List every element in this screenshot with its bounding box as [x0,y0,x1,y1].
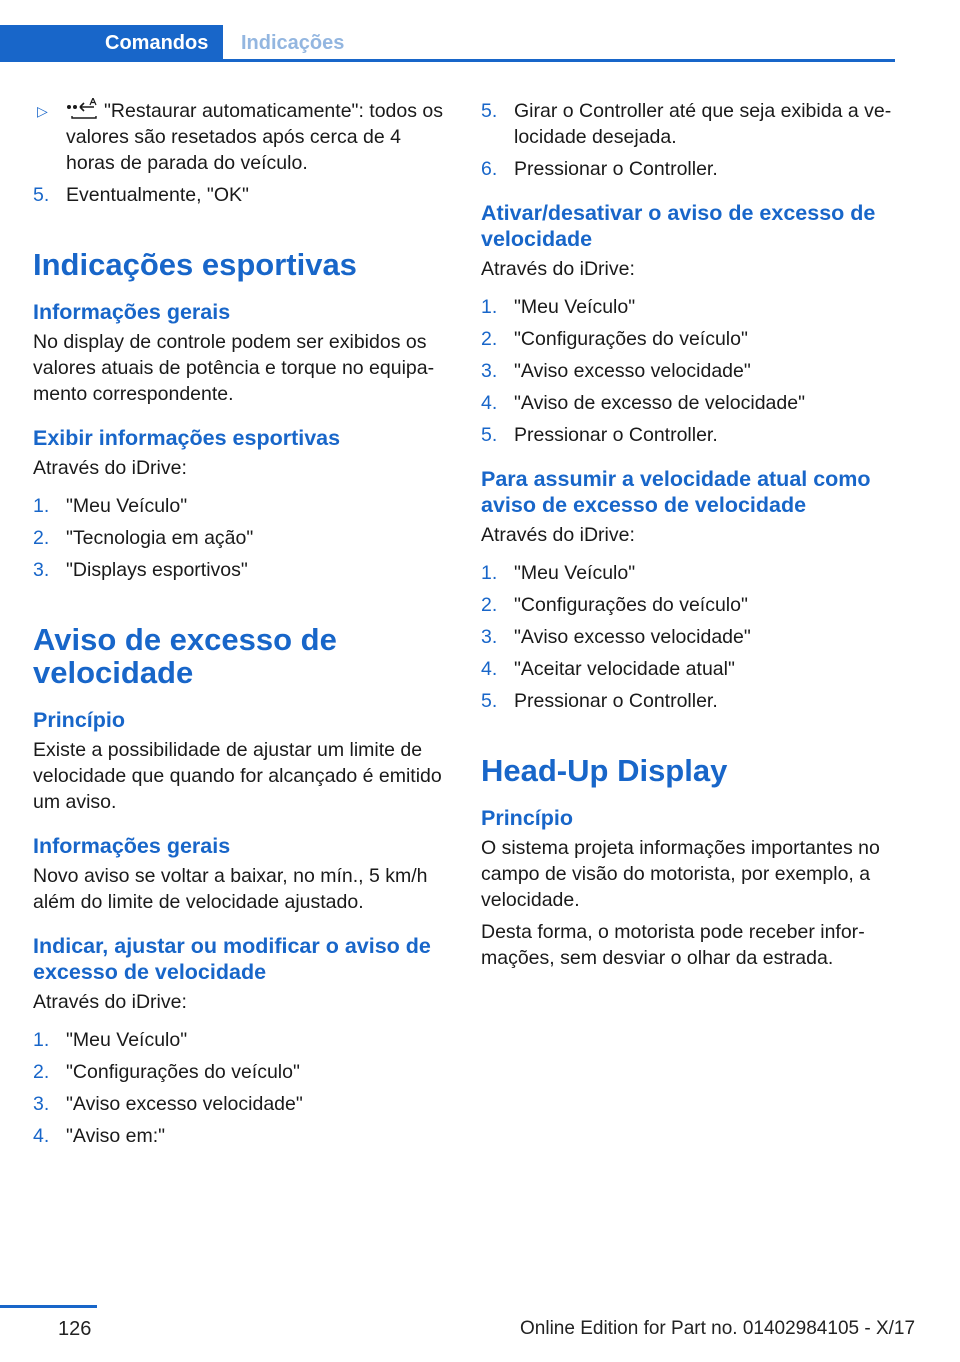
list-text: "Configurações do veículo" [514,594,748,616]
bullet-text: "Restaurar automaticamente": todos os valores são resetados após cerca de 4 horas de parada do veículo. [66,100,444,174]
subheading-show-sport-info: Exibir informações esportivas [33,426,341,450]
list-number: 2. [33,527,50,549]
list-item [33,525,453,551]
list-item [481,560,901,586]
list-text: "Displays esportivos" [66,559,248,581]
list-number: 3. [481,360,498,382]
list-number: 1. [33,495,50,517]
list-text: "Meu Veículo" [66,1029,188,1051]
list-number: 1. [33,1029,50,1051]
list-text: Pressionar o Controller. [514,424,718,446]
list-text: Pressionar o Controller. [514,158,718,180]
paragraph: No display de controle podem ser exibidos os valores atuais de potência e torque no equipamento correspondente. [33,331,435,405]
triangle-bullet-icon: ▷ [37,103,48,119]
list-number: 3. [33,559,50,581]
list-item [481,624,901,650]
list-text: "Aviso de excesso de velocidade" [514,392,805,414]
paragraph: Novo aviso se voltar a baixar, no mín., 5 km/h além do limite de velocidade ajustado. [33,865,428,913]
list-number: 2. [481,328,498,350]
list-text: "Meu Veículo" [514,296,636,318]
paragraph: Através do iDrive: [481,524,635,546]
subheading-toggle-warning: Ativar/desativar o aviso de excesso de velocidade [481,201,876,251]
list-number: 4. [481,392,498,414]
paragraph: O sistema projeta informações importantes no campo de visão do motorista, por exemplo, a velocidade. [481,837,880,911]
paragraph: Através do iDrive: [33,457,187,479]
tab-comandos[interactable]: Comandos [0,25,223,61]
steps-list-toggle [481,294,901,448]
page-number: 126 [58,1318,92,1340]
right-column [481,98,901,977]
header-rule [0,59,895,62]
left-column [33,98,453,1155]
heading-head-up-display: Head-Up Display [481,753,728,788]
list-item [33,493,453,519]
list-item [481,422,901,448]
list-item [33,1027,453,1053]
paragraph: Existe a possibilidade de ajustar um limite de velocidade que quando for alcançado é emitido um aviso. [33,739,442,813]
list-item [481,98,901,150]
list-number: 2. [33,1061,50,1083]
list-text: "Aviso em:" [66,1125,166,1147]
edition-text: Online Edition for Part no. 01402984105 - X/17 [520,1318,916,1339]
list-text: "Meu Veículo" [514,562,636,584]
footer-rule [0,1305,97,1308]
list-number: 3. [33,1093,50,1115]
list-number: 5. [481,100,498,122]
list-text: "Aviso excesso velocidade" [514,626,751,648]
list-item [33,1059,453,1085]
list-text: "Aviso excesso velocidade" [66,1093,303,1115]
subheading-general-info: Informações gerais [33,300,231,324]
list-number: 4. [481,658,498,680]
steps-list-adjust [33,1027,453,1149]
tab-indicacoes[interactable]: Indicações [241,32,345,54]
header-bar [0,0,960,62]
list-number: 1. [481,562,498,584]
list-text: "Tecnologia em ação" [66,527,254,549]
list-item [481,592,901,618]
subheading-principle: Princípio [33,708,125,732]
steps-list-assume [481,560,901,714]
list-item [481,156,901,182]
list-number: 1. [481,296,498,318]
list-item [481,294,901,320]
list-number: 5. [481,690,498,712]
list-number: 2. [481,594,498,616]
subheading-adjust-warning: Indicar, ajustar ou modificar o aviso de excesso de velocidade [33,934,431,984]
list-text: "Aviso excesso velocidade" [514,360,751,382]
heading-sport-indications: Indicações esportivas [33,247,357,282]
heading-speed-warning: Aviso de excesso de velocidade [33,622,337,690]
list-text: "Configurações do veículo" [514,328,748,350]
list-item [33,182,453,208]
list-text: Eventualmente, "OK" [66,184,249,206]
list-item [33,557,453,583]
bullet-item [33,98,453,176]
list-item [33,1123,453,1149]
list-text: "Aceitar velocidade atual" [514,658,735,680]
list-item [481,326,901,352]
list-item [481,390,901,416]
auto-reset-icon [66,98,98,118]
paragraph: Através do iDrive: [33,991,187,1013]
paragraph: Desta forma, o motorista pode receber informações, sem desviar o olhar da estrada. [481,921,865,969]
list-item [481,656,901,682]
subheading-general-info: Informações gerais [33,834,231,858]
steps-list-continued [481,98,901,182]
list-text: Girar o Controller até que seja exibida a velocidade desejada. [514,100,892,148]
list-text: "Configurações do veículo" [66,1061,300,1083]
list-item [481,688,901,714]
list-item [481,358,901,384]
paragraph: Através do iDrive: [481,258,635,280]
list-number: 3. [481,626,498,648]
subheading-principle: Princípio [481,806,573,830]
list-number: 5. [33,184,50,206]
list-item [33,1091,453,1117]
list-number: 6. [481,158,498,180]
list-text: "Meu Veículo" [66,495,188,517]
list-number: 4. [33,1125,50,1147]
list-number: 5. [481,424,498,446]
steps-list-sport [33,493,453,583]
subheading-assume-speed: Para assumir a velocidade atual como aviso de excesso de velocidade [481,467,871,517]
list-text: Pressionar o Controller. [514,690,718,712]
